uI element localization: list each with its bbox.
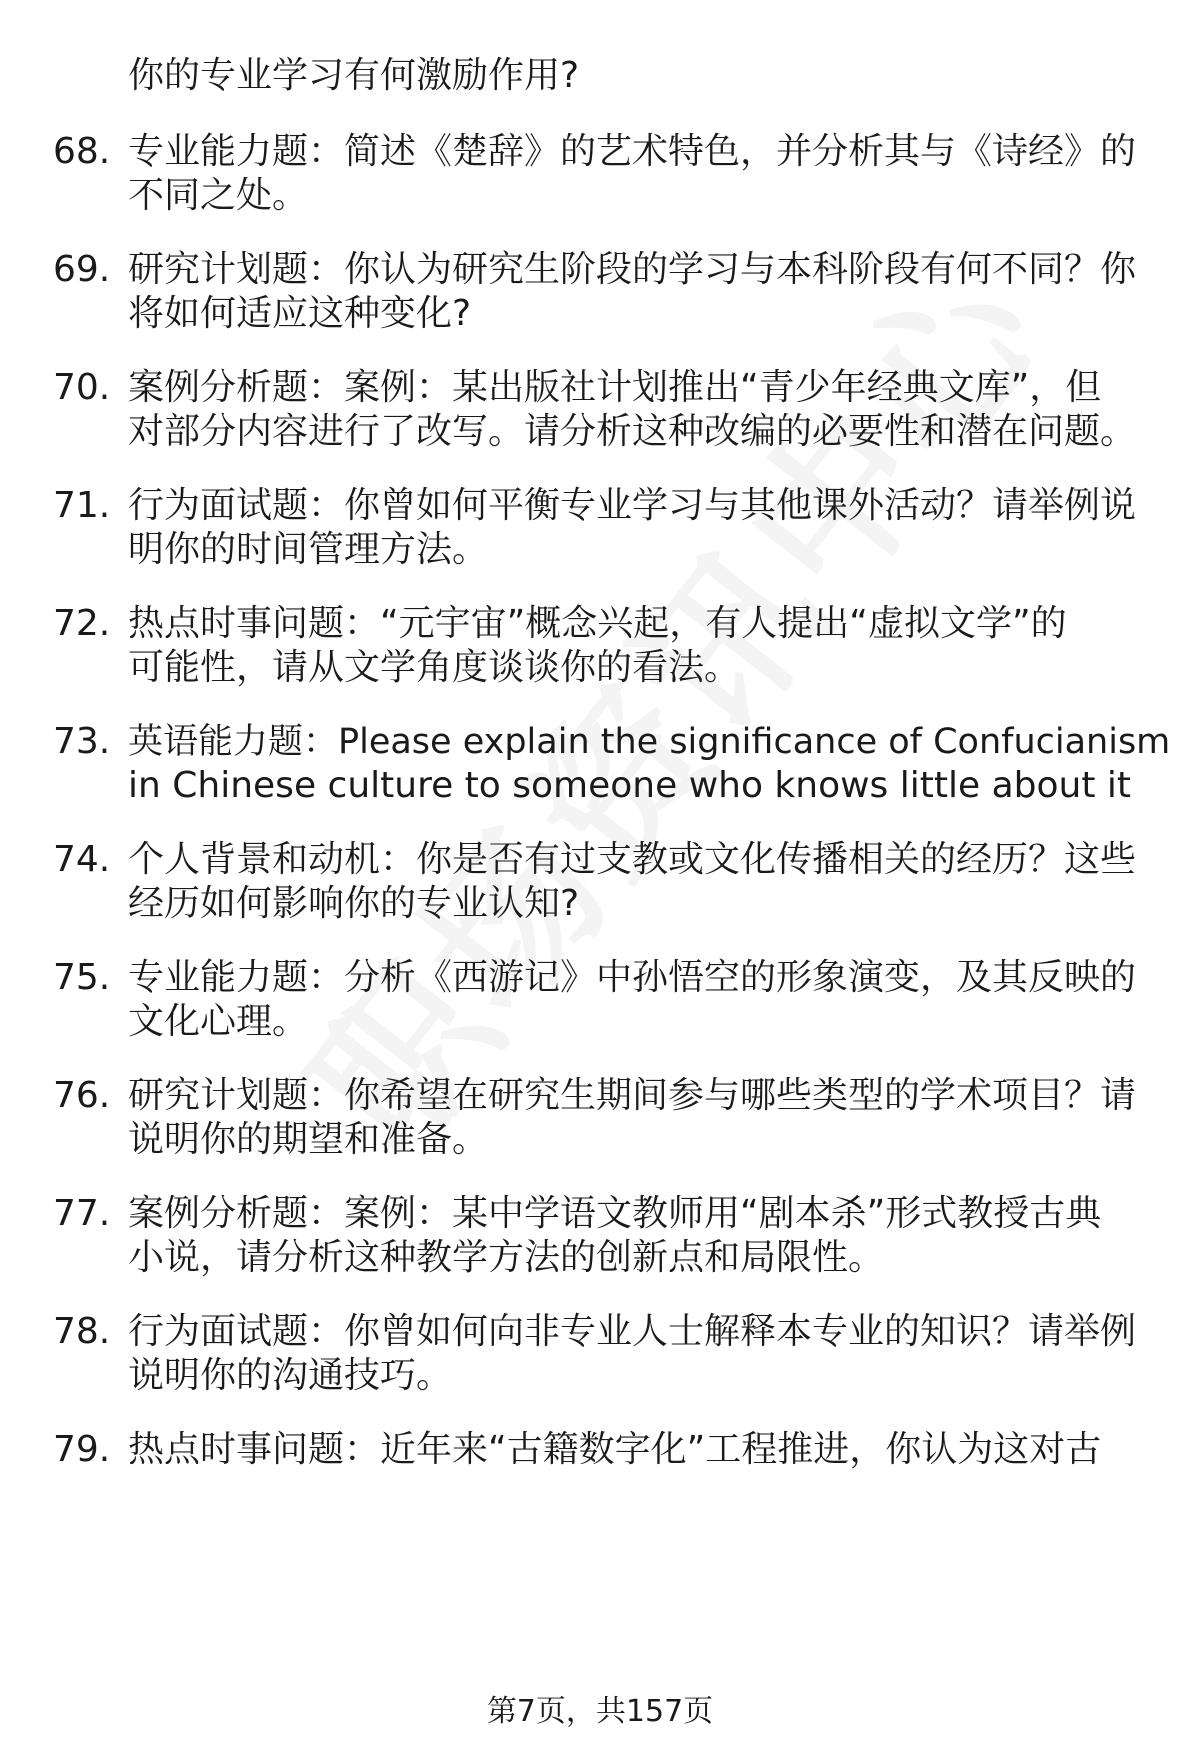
- question-line: 说明你的期望和准备。: [128, 1119, 489, 1160]
- question-number: 74.: [53, 839, 111, 880]
- question-line: 可能性，请从文学角度谈谈你的看法。: [128, 647, 741, 688]
- question-line: 行为面试题：你曾如何平衡专业学习与其他课外活动？请举例说: [128, 485, 1137, 526]
- question-line: 个人背景和动机：你是否有过支教或文化传播相关的经历？这些: [128, 839, 1137, 880]
- question-line: 专业能力题：分析《西游记》中孙悟空的形象演变，及其反映的: [128, 957, 1137, 998]
- question-line: 研究计划题：你认为研究生阶段的学习与本科阶段有何不同？你: [128, 249, 1137, 290]
- question-line: in Chinese culture to someone who knows little about it: [128, 765, 1132, 806]
- question-number: 78.: [53, 1311, 111, 1352]
- question-number: 70.: [53, 367, 111, 408]
- question-line: 英语能力题：Please explain the significance of Confucianism: [128, 722, 1171, 762]
- question-number: 75.: [53, 957, 111, 998]
- question-line: 专业能力题：简述《楚辞》的艺术特色，并分析其与《诗经》的: [128, 131, 1137, 172]
- question-number: 77.: [53, 1193, 111, 1234]
- question-line: 将如何适应这种变化?: [128, 293, 472, 334]
- page-footer: 第7页，共157页: [486, 1694, 714, 1729]
- question-line: 行为面试题：你曾如何向非专业人士解释本专业的知识？请举例: [128, 1311, 1137, 1352]
- question-line: 对部分内容进行了改写。请分析这种改编的必要性和潜在问题。: [128, 411, 1137, 452]
- question-number: 76.: [53, 1075, 111, 1116]
- question-line: 小说，请分析这种教学方法的创新点和局限性。: [128, 1237, 885, 1278]
- question-line: 案例分析题：案例：某出版社计划推出“青少年经典文库”，但: [128, 367, 1102, 408]
- question-line: 热点时事问题：“元宇宙”概念兴起，有人提出“虚拟文学”的: [128, 603, 1067, 644]
- question-line: 说明你的沟通技巧。: [128, 1355, 453, 1396]
- question-line: 不同之处。: [128, 175, 309, 216]
- question-number: 69.: [53, 249, 111, 290]
- question-line: 文化心理。: [128, 1001, 309, 1042]
- question-line: 经历如何影响你的专业认知?: [128, 883, 580, 924]
- question-number: 79.: [53, 1429, 111, 1470]
- continued-line: 你的专业学习有何激励作用?: [128, 55, 580, 96]
- question-line: 热点时事问题：近年来“古籍数字化”工程推进，你认为这对古: [128, 1429, 1102, 1470]
- question-line: 案例分析题：案例：某中学语文教师用“剧本杀”形式教授古典: [128, 1193, 1102, 1234]
- question-number: 71.: [53, 485, 111, 526]
- question-line: 明你的时间管理方法。: [128, 529, 489, 570]
- question-number: 72.: [53, 603, 111, 644]
- question-line: 研究计划题：你希望在研究生期间参与哪些类型的学术项目？请: [128, 1075, 1137, 1116]
- question-number: 73.: [53, 721, 111, 762]
- question-number: 68.: [53, 131, 111, 172]
